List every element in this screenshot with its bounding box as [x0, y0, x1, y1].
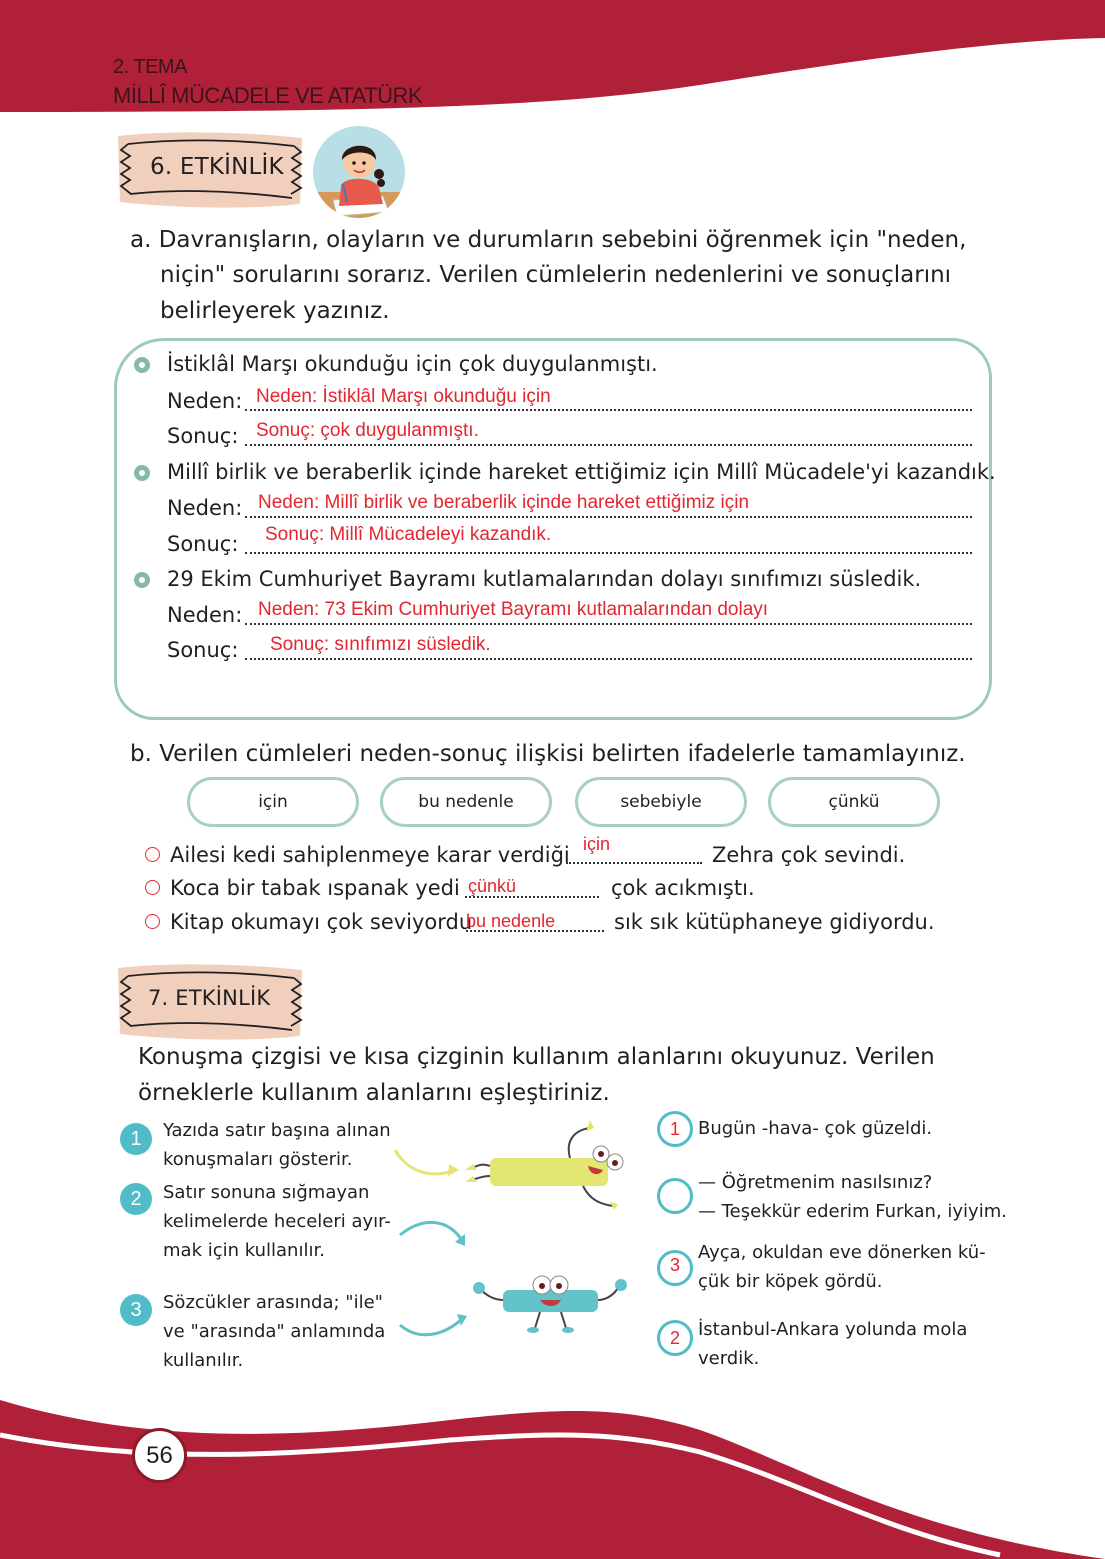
part-a-instruction-line-1: a. Davranışların, olayların ve durumların sebebini öğrenmek için "neden, — [130, 227, 967, 253]
definition-1: Yazıda satır başına alınan konuşmaları gösterir. — [163, 1120, 391, 1170]
example-4: İstanbul-Ankara yolunda mola verdik. — [698, 1319, 968, 1369]
word-option-icin[interactable]: için — [187, 777, 359, 827]
activity-7-instruction-line-2: örneklerle kullanım alanlarını eşleştiriniz. — [138, 1080, 610, 1106]
dash-characters-illustration — [385, 1110, 645, 1370]
neden-answer-2: Neden: Millî birlik ve beraberlik içinde hareket ettiğimiz için — [258, 492, 750, 513]
sentence-2: Millî birlik ve beraberlik içinde hareket ettiğimiz için Millî Mücadele'yi kazandık. — [167, 460, 996, 484]
fill-answer-2: çünkü — [468, 876, 517, 896]
girl-writing-illustration — [313, 126, 405, 218]
part-a-instruction-line-2: niçin" sorularını sorarız. Verilen cümlelerin nedenlerini ve sonuçlarını — [160, 262, 952, 288]
part-b-instruction: b. Verilen cümleleri neden-sonuç ilişkisi belirten ifadelerle tamamlayınız. — [130, 741, 966, 767]
match-answer-circle-3[interactable]: 3 — [657, 1250, 693, 1286]
example-3: Ayça, okuldan eve dönerken kü- çük bir köpek gördü. — [698, 1242, 986, 1292]
circle-bullet-icon — [145, 847, 160, 862]
page-number: 56 — [132, 1428, 187, 1483]
sonuc-answer-3: Sonuç: sınıfımızı süsledik. — [270, 634, 491, 655]
definition-number-1: 1 — [120, 1123, 152, 1155]
fill-sentence-3-end: sık sık kütüphaneye gidiyordu. — [614, 910, 935, 934]
word-option-sebebiyle[interactable]: sebebiyle — [575, 777, 747, 827]
definition-number-3: 3 — [120, 1294, 152, 1326]
bullet-icon — [134, 572, 150, 588]
definition-2: Satır sonuna sığmayan kelimelerde heceleri ayır- mak için kullanılır. — [163, 1182, 391, 1261]
theme-number: 2. TEMA — [113, 56, 187, 78]
activity-6-title: 6. ETKİNLİK — [150, 154, 284, 180]
bullet-icon — [134, 357, 150, 373]
neden-answer-line-3[interactable] — [245, 623, 972, 625]
example-1: Bugün -hava- çok güzeldi. — [698, 1118, 933, 1139]
activity-7-instruction-line-1: Konuşma çizgisi ve kısa çizginin kullanım alanlarını okuyunuz. Verilen — [138, 1044, 935, 1070]
match-answer-circle-1[interactable]: 1 — [657, 1111, 693, 1147]
sonuc-label-1: Sonuç: — [167, 424, 239, 448]
theme-name: MİLLÎ MÜCADELE VE ATATÜRK — [113, 83, 423, 108]
neden-answer-1: Neden: İstiklâl Marşı okunduğu için — [256, 386, 551, 407]
neden-label-2: Neden: — [167, 496, 243, 520]
sonuc-label-2: Sonuç: — [167, 532, 239, 556]
neden-answer-line-2[interactable] — [245, 516, 972, 518]
match-answer-circle-4[interactable]: 2 — [657, 1320, 693, 1356]
fill-answer-3: bu nedenle — [466, 911, 556, 931]
sonuc-answer-1: Sonuç: çok duygulanmıştı. — [256, 420, 479, 441]
circle-bullet-icon — [145, 880, 160, 895]
definition-3: Sözcükler arasında; "ile" ve "arasında" anlamında kullanılır. — [163, 1292, 386, 1371]
example-2: — Öğretmenim nasılsınız? — Teşekkür ederim Furkan, iyiyim. — [698, 1172, 1007, 1222]
fill-sentence-2-end: çok acıkmıştı. — [611, 876, 755, 900]
neden-label-1: Neden: — [167, 389, 243, 413]
fill-blank-1[interactable] — [566, 862, 702, 864]
part-a-instruction-line-3: belirleyerek yazınız. — [160, 298, 390, 324]
neden-answer-line-1[interactable] — [245, 409, 972, 411]
neden-label-3: Neden: — [167, 603, 243, 627]
bullet-icon — [134, 465, 150, 481]
neden-answer-3: Neden: 73 Ekim Cumhuriyet Bayramı kutlamalarından dolayı — [258, 599, 769, 620]
fill-sentence-1-end: Zehra çok sevindi. — [712, 843, 906, 867]
definition-number-2: 2 — [120, 1183, 152, 1215]
word-option-cunku[interactable]: çünkü — [768, 777, 940, 827]
sonuc-answer-line-1[interactable] — [245, 444, 972, 446]
fill-sentence-2: Koca bir tabak ıspanak yedi — [145, 876, 460, 900]
match-answer-circle-2[interactable] — [657, 1178, 693, 1214]
sonuc-answer-2: Sonuç: Millî Mücadeleyi kazandık. — [265, 524, 552, 545]
sentence-3: 29 Ekim Cumhuriyet Bayramı kutlamalarından dolayı sınıfımızı süsledik. — [167, 567, 922, 591]
word-option-bu-nedenle[interactable]: bu nedenle — [380, 777, 552, 827]
fill-answer-1: için — [583, 834, 611, 854]
fill-sentence-1: Ailesi kedi sahiplenmeye karar verdiği — [145, 843, 570, 867]
activity-6-banner — [114, 130, 306, 210]
activity-7-title: 7. ETKİNLİK — [148, 986, 271, 1010]
activity-7-banner — [114, 962, 306, 1042]
fill-sentence-3: Kitap okumayı çok seviyordu — [145, 910, 472, 934]
cause-effect-box — [114, 338, 992, 720]
sentence-1: İstiklâl Marşı okunduğu için çok duygulanmıştı. — [167, 352, 658, 376]
sonuc-answer-line-2[interactable] — [245, 552, 972, 554]
sonuc-label-3: Sonuç: — [167, 638, 239, 662]
circle-bullet-icon — [145, 914, 160, 929]
sonuc-answer-line-3[interactable] — [245, 658, 972, 660]
